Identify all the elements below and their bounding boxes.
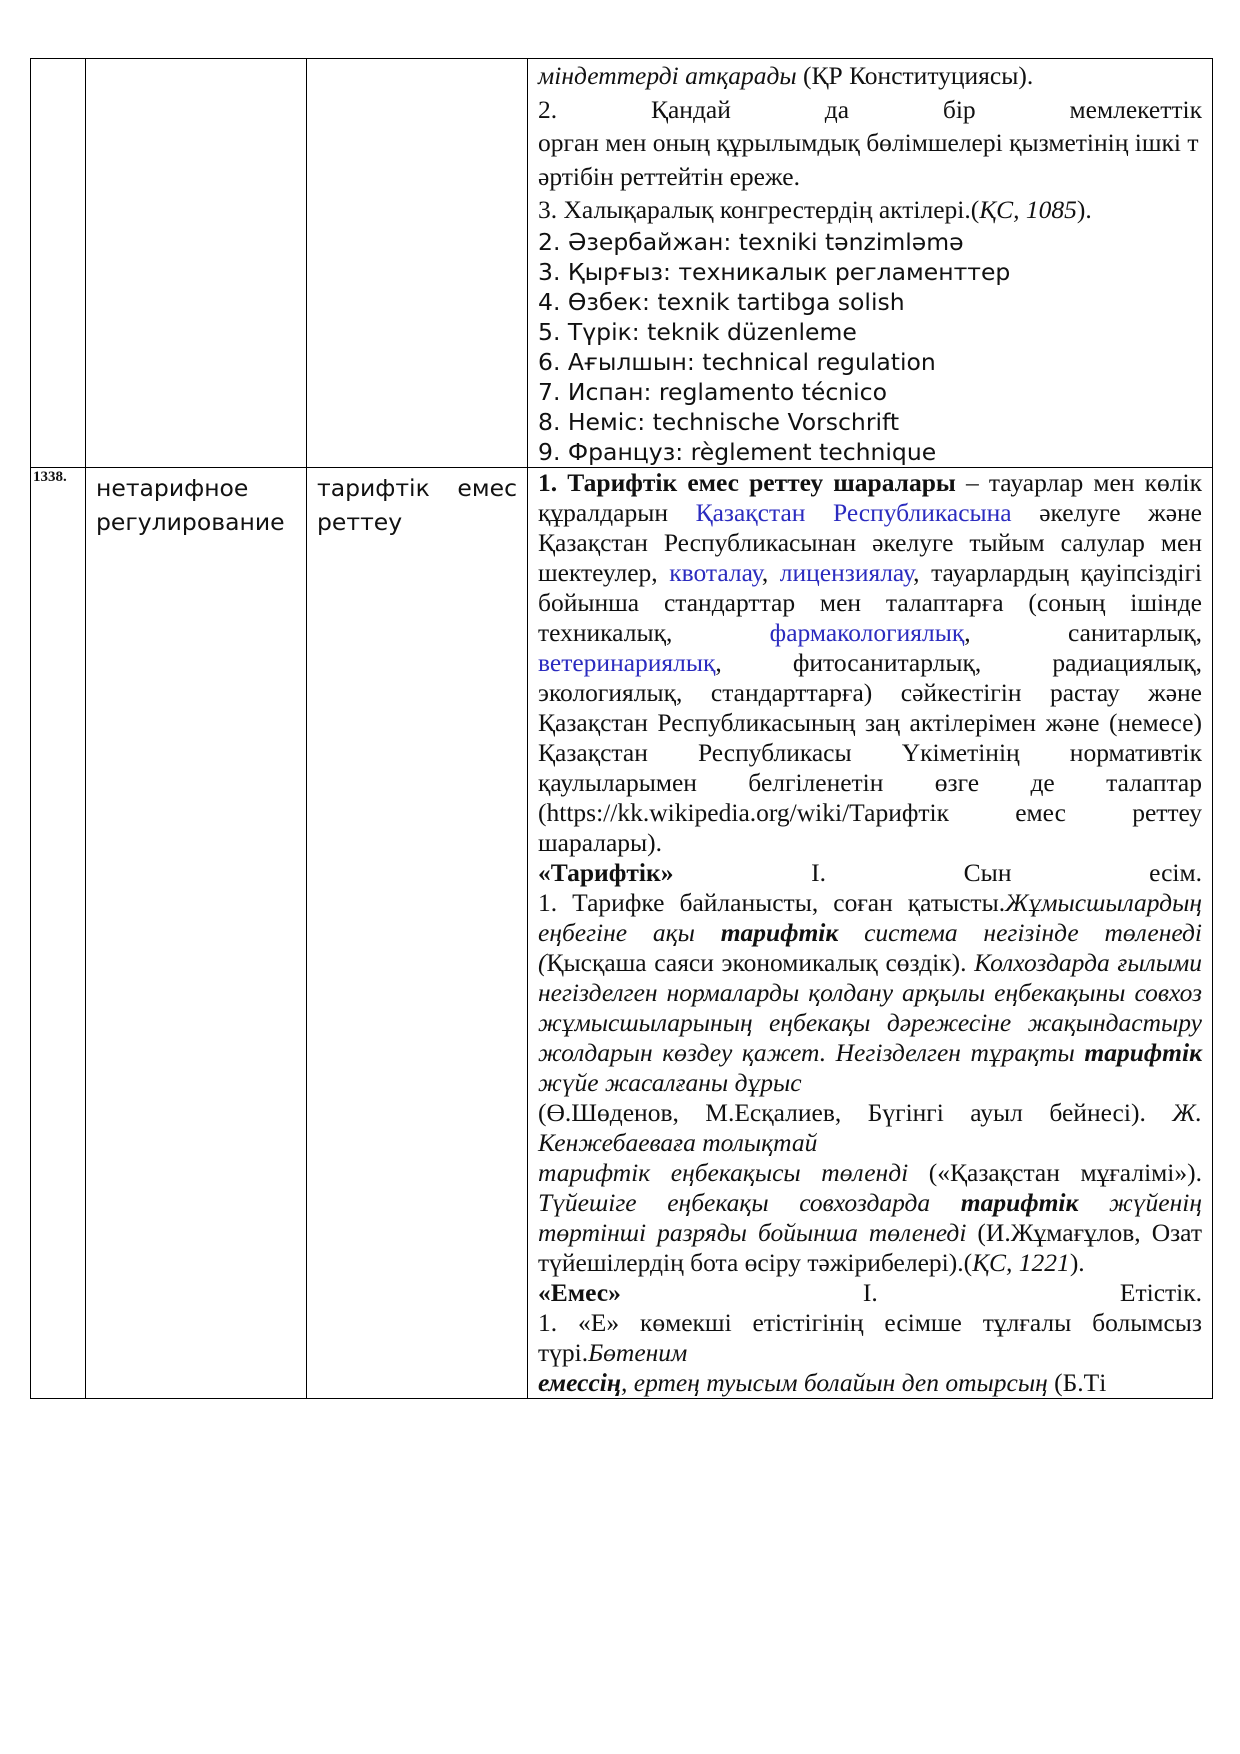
russian-term-cell-empty [86, 59, 307, 468]
example-text: Ж. Кенжебаеваға толықтай [538, 1097, 1202, 1157]
translations-list [538, 227, 1202, 467]
example-text: жүйе жасалғаны дұрыс [538, 1067, 802, 1097]
link-pharmacological[interactable]: фармакологиялық [769, 617, 965, 647]
sense-2-definition: орган мен оның құрылымдық бөлімшелері қызметінің ішкі тәртібін реттейтін ереже. [538, 128, 1199, 191]
example-text: Колхоздарда ғылыми негізделген нормаларды қолдану арқылы еңбекақыны совхоз жұмысшыларының еңбекақы дәрежесіне жақындастыру жолдарын көздеу қажет. Негізделген тұрақты [538, 947, 1202, 1067]
translation-item: 2. Әзербайжан: texniki tənzimləmə [538, 227, 964, 256]
example-source: Қысқаша саяси экономикалық сөздік [546, 947, 952, 977]
sense-2-first-line [538, 93, 1202, 127]
table-row-continuation [31, 59, 1213, 468]
definition-text: , тауарлардың қауіпсіздігі бойынша стандарттар мен талаптарға (соның ішінде техникалық, [538, 557, 1202, 647]
word-1-header [538, 858, 1202, 888]
definition-paragraph [538, 468, 1202, 858]
translation-item: 8. Неміс: technische Vorschrift [538, 407, 900, 436]
entry-number: 1338. [31, 467, 86, 1398]
link-veterinary[interactable]: ветеринариялық [538, 647, 716, 677]
example-keyword: тарифтік [720, 917, 839, 947]
example-source: (Б.Ті [1047, 1367, 1107, 1397]
sense-3-text: 3. Халықаралық конгрестердің актілері.( [538, 195, 980, 225]
word-1-body [538, 888, 1202, 1278]
sense-3-source: ҚС, 1085 [979, 195, 1077, 225]
translation-item: 5. Түрік: teknik düzenleme [538, 317, 857, 346]
entry-number-cell-empty [31, 59, 86, 468]
example-text: тарифтік еңбекақысы төленді [538, 1157, 909, 1187]
word-2-header [538, 1278, 1202, 1308]
translation-item: 9. Француз: règlement technique [538, 437, 937, 466]
example-text: Жұмысшылардың еңбегіне ақы [538, 887, 1202, 947]
continuation-line [538, 59, 1202, 93]
kazakh-term: тарифтік емес реттеу [307, 467, 528, 1398]
example-keyword: тарифтік [960, 1187, 1079, 1217]
example-source: («Қазақстан мұғалімі»). [908, 1157, 1202, 1187]
definition-cell [528, 467, 1213, 1398]
word-2-pos: Етістік. [1119, 1277, 1203, 1307]
dictionary-table [30, 58, 1213, 1399]
table-row-entry-1338 [31, 467, 1213, 1398]
example-text: Түйешіге еңбекақы совхоздарда [538, 1187, 961, 1217]
word-2-headword: «Емес» [538, 1277, 621, 1307]
word-2-body [538, 1308, 1202, 1398]
example-text: ). [951, 947, 975, 977]
example-keyword: емессің [538, 1367, 622, 1397]
link-licensing[interactable]: лицензиялау [779, 557, 914, 587]
definition-text: – тауарлар мен көлік құралдарын [538, 467, 1202, 527]
word-1-sense: 1. Тарифке байланысты, соған қатысты. [538, 887, 1006, 917]
kazakh-term-cell-empty [307, 59, 528, 468]
sense-3-definition [538, 193, 1202, 227]
example-text: Бөтеним [588, 1337, 688, 1367]
word-1-pos: Сын [963, 857, 1012, 887]
translation-item: 7. Испан: reglamento técnico [538, 377, 887, 406]
example-text: , ертең туысым болайын деп отырсың [621, 1367, 1048, 1397]
example-source: (Ө.Шөденов, М.Есқалиев, Бүгінгі ауыл бейнесі). [538, 1097, 1173, 1127]
word-1-pos: есім. [1149, 857, 1203, 887]
definition-text: әкелуге және Қазақстан Республикасынан әкелуге тыйым салулар мен шектеулер, [538, 497, 1202, 587]
example-source: (И.Жұмағұлов, Озат түйешілердің бота өсіру тәжірибелері).( [538, 1217, 1202, 1277]
example-text: ). [1069, 1247, 1085, 1277]
russian-term: нетарифное регулирование [86, 467, 307, 1398]
sense-3-end: ). [1076, 195, 1092, 225]
definition-text: , [761, 557, 780, 587]
word-2-sense: 1. «Е» көмекші етістігінің есімше тұлғалы болымсыз түрі. [538, 1307, 1202, 1367]
definition-text: , санитарлық, [964, 617, 1202, 647]
word: 2. [538, 94, 558, 124]
definition-heading: 1. Тарифтік емес реттеу шаралары [538, 467, 956, 497]
continuation-source: (ҚР Конституциясы). [796, 61, 1034, 90]
translation-item: 3. Қырғыз: техникалык регламенттер [538, 257, 1011, 286]
word: бір [942, 94, 976, 124]
example-text: система негізінде төленеді [838, 917, 1203, 947]
link-kazakhstan[interactable]: Қазақстан Республикасына [695, 497, 1012, 527]
example-keyword: тарифтік [1084, 1037, 1202, 1067]
example-text: жүйенің төртінші разряды бойынша төленеді [538, 1187, 1202, 1247]
word-2-roman: I. [862, 1277, 878, 1307]
definition-cell-continuation [528, 59, 1213, 468]
example-text: ( [538, 947, 547, 977]
dictionary-table-page [30, 58, 1212, 1399]
translation-item: 4. Өзбек: texnik tartibga solish [538, 287, 905, 316]
definition-text: , фитосанитарлық, радиациялық, экологиялық, стандарттарға) сәйкестігін растау және Қазақстан Республикасының заң актілерімен және (немесе) Қазақстан Республикасы Үкіметінің нормативтік қаулыларымен белгіленетін өзге де талаптар (https://kk.wikipedia.org/wiki/Тарифтік емес реттеу шаралары). [538, 647, 1202, 857]
example-reference: ҚС, 1221 [972, 1247, 1070, 1277]
translation-item: 6. Ағылшын: technical regulation [538, 347, 936, 376]
link-quota[interactable]: квоталау [669, 557, 762, 587]
word: Қандай [650, 94, 731, 124]
word: мемлекеттік [1069, 94, 1202, 124]
word-1-headword: «Тарифтік» [538, 857, 674, 887]
word-1-roman: I. [811, 857, 826, 887]
continuation-italic: міндеттерді атқарады [538, 61, 797, 90]
word: да [824, 94, 850, 124]
